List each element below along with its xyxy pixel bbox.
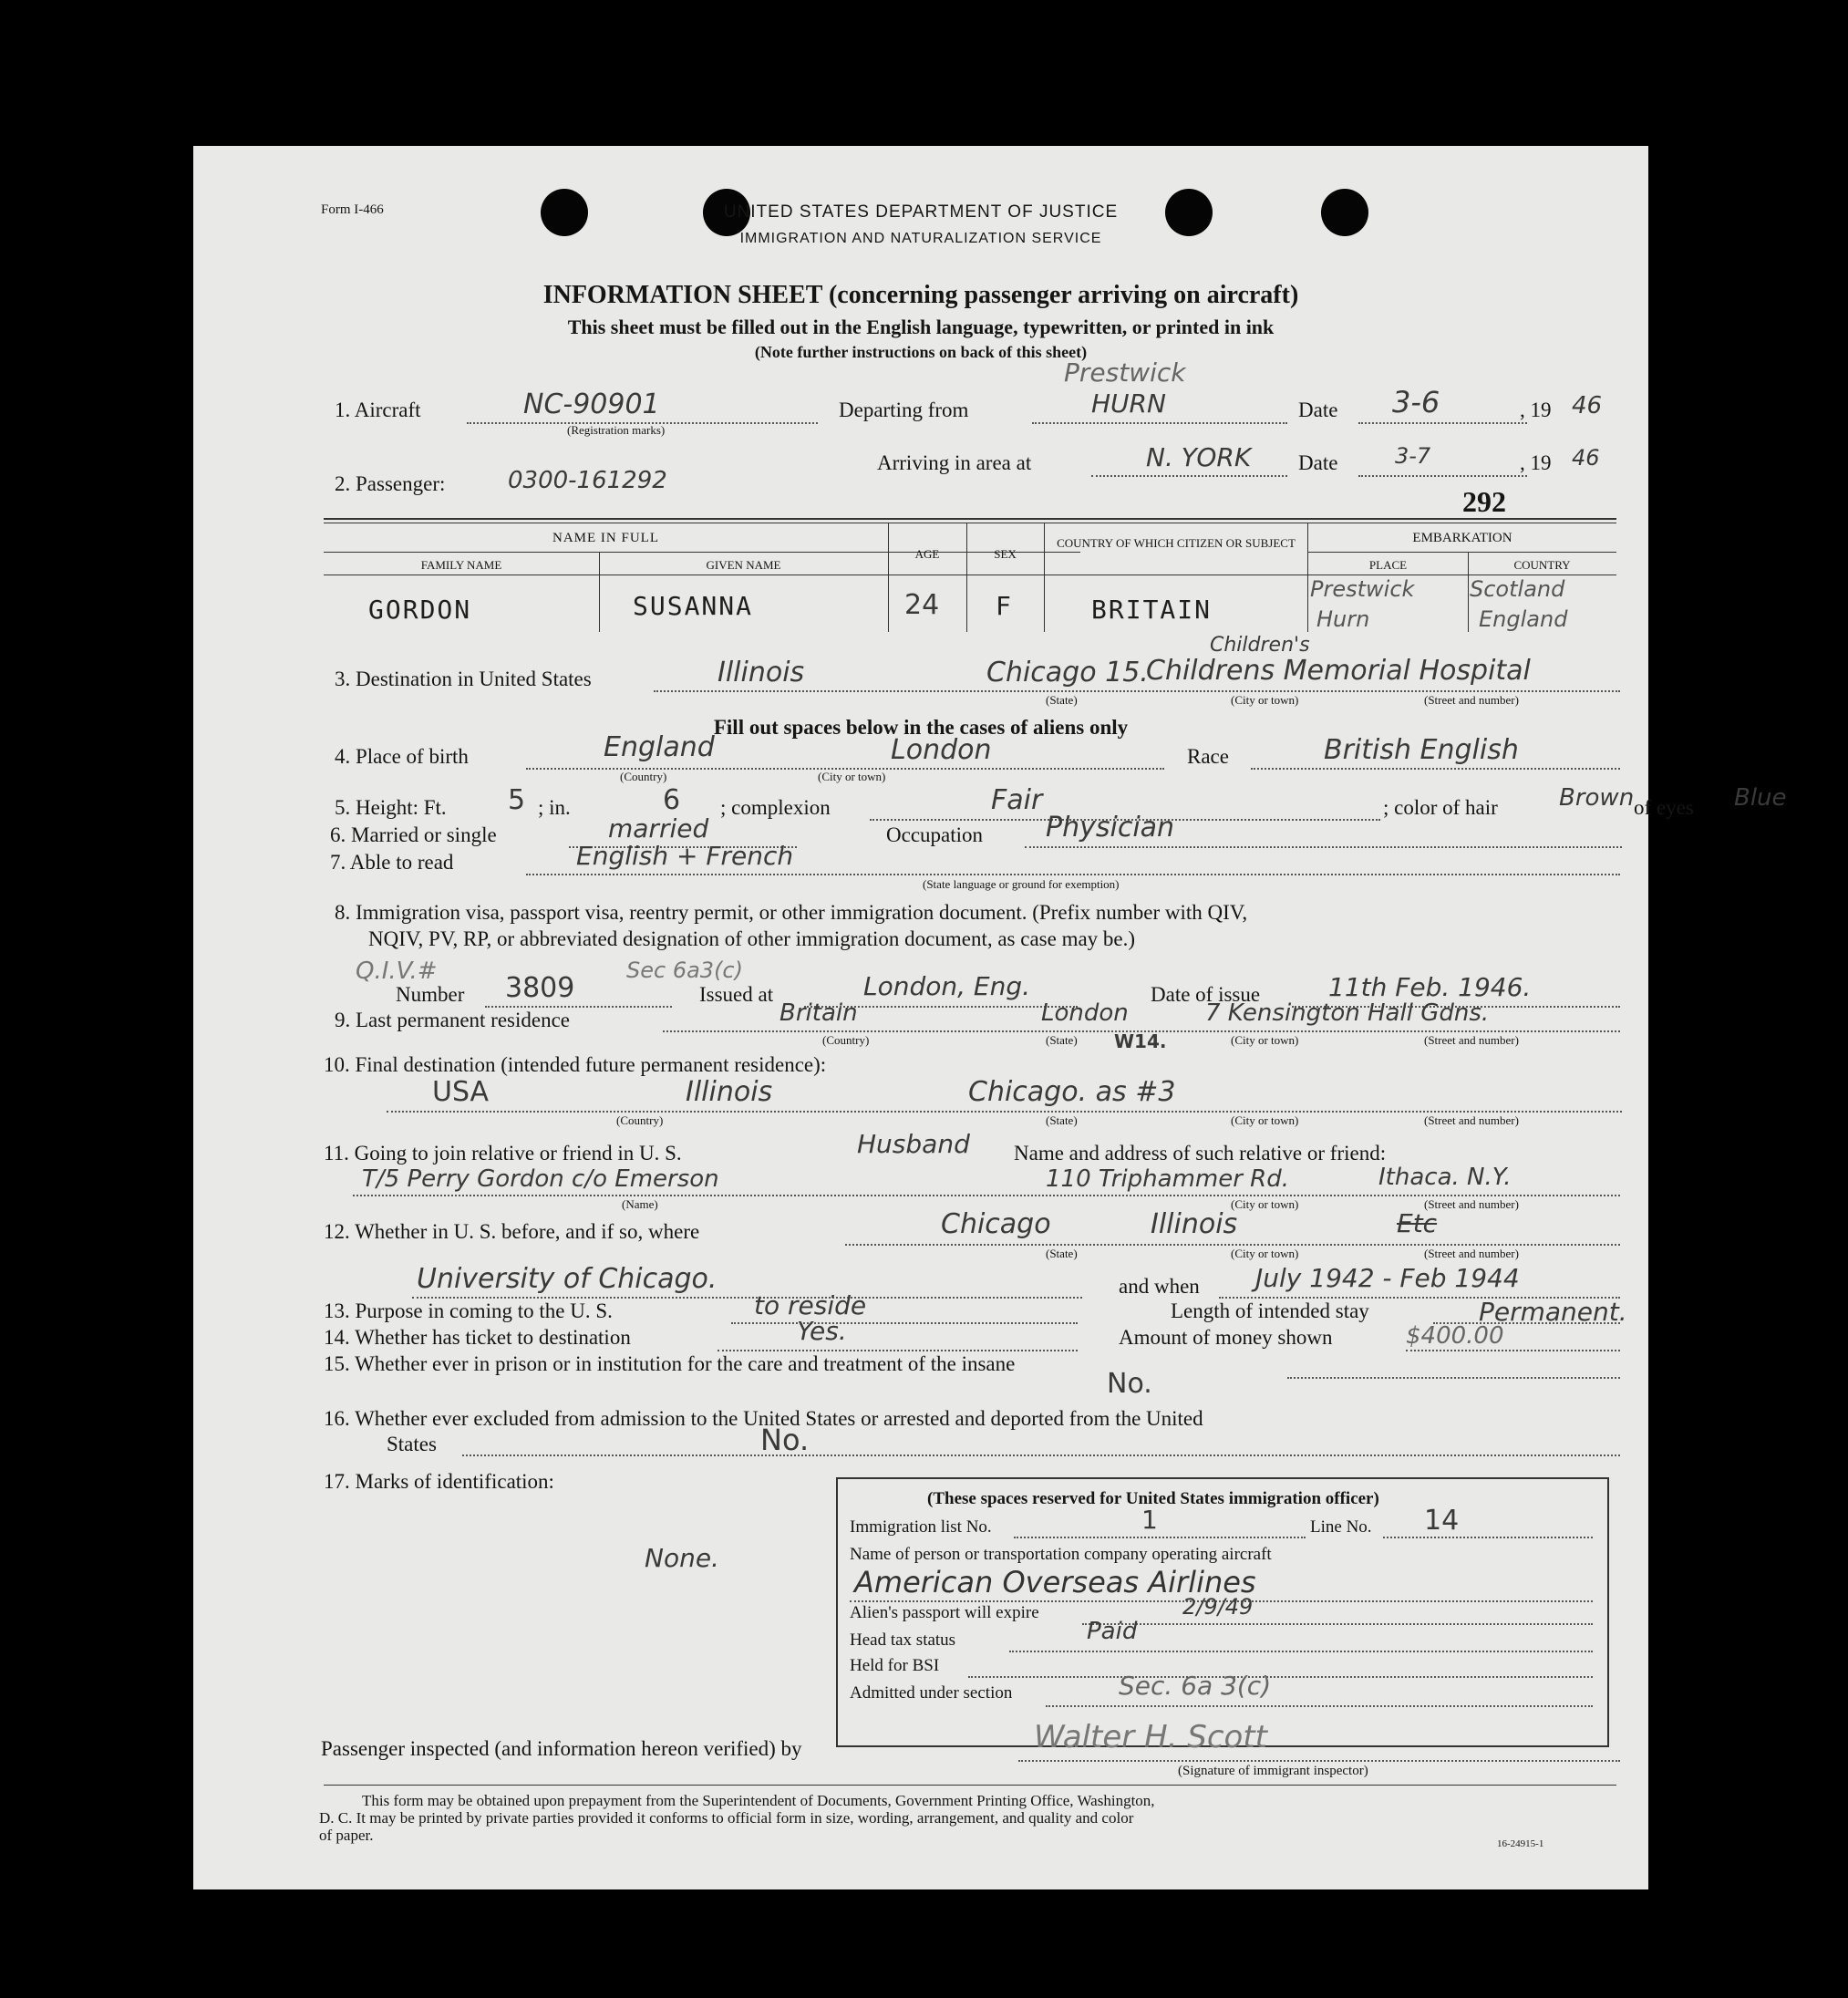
height-ft: 5 [508, 784, 526, 816]
print-code: 16-24915-1 [1497, 1838, 1544, 1849]
excluded-line-1: 16. Whether ever excluded from admission to the United States or arrested and deported from the United [324, 1407, 1203, 1430]
prison-line [1287, 1377, 1620, 1379]
list-line [1014, 1537, 1306, 1538]
previous-visit-label: 12. Whether in U. S. before, and if so, where [324, 1220, 700, 1243]
name-in-full-header: NAME IN FULL [552, 531, 659, 545]
marks-label: 17. Marks of identification: [324, 1470, 554, 1493]
stamp-number: 292 [1462, 485, 1506, 518]
prison-label: 15. Whether ever in prison or in institution for the care and treatment of the insane [324, 1352, 1016, 1375]
married-value: married [608, 813, 709, 844]
join-name-caption: (Name) [622, 1197, 658, 1211]
arrive-year-prefix: , 19 [1520, 451, 1552, 474]
residence-label: 9. Last permanent residence [335, 1009, 570, 1031]
height-in-label: ; in. [538, 796, 571, 819]
purpose-value: to reside [754, 1290, 867, 1320]
line-label: Line No. [1310, 1517, 1372, 1537]
height-label: 5. Height: Ft. [335, 796, 447, 819]
previous-street-caption: (Street and number) [1424, 1247, 1519, 1260]
purpose-line [731, 1322, 1078, 1324]
section-line [1046, 1705, 1593, 1707]
departing-above: Prestwick [1064, 357, 1186, 388]
expire-label: Alien's passport will expire [850, 1603, 1039, 1622]
section-label: Admitted under section [850, 1683, 1013, 1703]
excluded-line-2: States [387, 1433, 437, 1455]
signature-caption: (Signature of immigrant inspector) [1178, 1764, 1368, 1778]
document-sec-note: Sec 6a3(c) [626, 958, 743, 983]
join-name: T/5 Perry Gordon c/o Emerson [362, 1165, 719, 1193]
embark-country-1: Scotland [1470, 576, 1565, 602]
race-label: Race [1187, 745, 1229, 768]
birth-country: England [604, 731, 715, 763]
expire-value: 2/9/49 [1182, 1594, 1254, 1620]
previous-place: University of Chicago. [417, 1263, 718, 1295]
money-line [1406, 1350, 1620, 1351]
instructions-note: (Note further instructions on back of this sheet) [754, 343, 1088, 361]
residence-city-caption: (City or town) [1231, 1033, 1299, 1047]
form-number: Form I-466 [321, 202, 384, 217]
final-line [387, 1111, 1622, 1113]
depart-date: 3-6 [1392, 385, 1440, 419]
number-line [485, 1006, 672, 1008]
destination-city: Chicago 15. [986, 657, 1149, 688]
information-sheet [193, 146, 1787, 1889]
age-value: 24 [904, 589, 940, 621]
final-city-caption: (City or town) [1231, 1113, 1299, 1127]
hair-label: ; color of hair [1383, 796, 1498, 819]
previous-struck: Etc [1397, 1208, 1438, 1238]
race-line [1251, 768, 1620, 770]
tax-value: Paid [1087, 1618, 1138, 1645]
depart-year-prefix: , 19 [1520, 399, 1552, 421]
embarkation-header: EMBARKATION [1412, 531, 1512, 545]
passenger-value: 0300-161292 [508, 467, 667, 494]
previous-state: Illinois [1151, 1208, 1238, 1240]
place-header: PLACE [1368, 558, 1408, 572]
final-state-caption: (State) [1046, 1113, 1078, 1127]
departing-label: Departing from [839, 399, 969, 421]
depart-date-line [1358, 422, 1527, 424]
citizen-value: BRITAIN [1091, 595, 1213, 625]
footer-line-2: D. C. It may be printed by private parties provided it conforms to official form in size, wording, arrangement, and quality and color [319, 1809, 1134, 1827]
sex-header: SEX [994, 547, 1017, 561]
destination-state-caption: (State) [1046, 693, 1078, 707]
when-value: July 1942 - Feb 1944 [1255, 1263, 1520, 1293]
list-value: 1 [1141, 1505, 1158, 1535]
final-street-caption: (Street and number) [1424, 1113, 1519, 1127]
embark-country-2: England [1479, 606, 1568, 632]
footer-line-1: This form may be obtained upon prepayment from the Superintendent of Documents, Government Printing Office, Washington, [362, 1792, 1155, 1809]
arriving-line [1091, 475, 1287, 477]
ticket-line [718, 1350, 1078, 1351]
destination-street-caption: (Street and number) [1424, 693, 1519, 707]
family-name-header: FAMILY NAME [420, 558, 502, 572]
residence-street-caption: (Street and number) [1424, 1033, 1519, 1047]
final-country: USA [432, 1076, 490, 1108]
previous-line [845, 1244, 1620, 1246]
marks-value: None. [645, 1543, 719, 1573]
occupation-line [1025, 846, 1622, 848]
age-header: AGE [914, 547, 940, 561]
departing-line [1032, 422, 1287, 424]
married-label: 6. Married or single [330, 823, 497, 846]
tax-label: Head tax status [850, 1630, 956, 1650]
section-value: Sec. 6a 3(c) [1119, 1671, 1272, 1701]
departing-value: HURN [1091, 388, 1166, 419]
ticket-label: 14. Whether has ticket to destination [324, 1326, 631, 1349]
officer-box-heading: (These spaces reserved for United States immigration officer) [927, 1489, 1379, 1508]
depart-date-label: Date [1298, 399, 1338, 421]
document-line-1: 8. Immigration visa, passport visa, reentry permit, or other immigration document. (Prefix number with QIV, [335, 901, 1248, 924]
bsi-label: Held for BSI [850, 1656, 940, 1675]
stay-label: Length of intended stay [1171, 1299, 1369, 1322]
footer-rule [324, 1785, 1616, 1786]
occupation-value: Physician [1046, 812, 1175, 844]
table-top-rule [324, 518, 1616, 520]
money-label: Amount of money shown [1119, 1326, 1333, 1349]
destination-street: Childrens Memorial Hospital [1146, 655, 1531, 687]
inspector-signature: Walter H. Scott [1034, 1719, 1267, 1755]
race-value: British English [1324, 734, 1519, 766]
excluded-line [462, 1455, 1620, 1456]
final-destination-label: 10. Final destination (intended future permanent residence): [324, 1053, 827, 1076]
family-name: GORDON [368, 595, 472, 625]
company-value: American Overseas Airlines [854, 1565, 1256, 1599]
destination-state: Illinois [718, 657, 805, 688]
issued-value: London, Eng. [863, 971, 1031, 1001]
join-line [353, 1195, 1620, 1196]
aliens-heading: Fill out spaces below in the cases of aliens only [713, 716, 1129, 739]
previous-city: Chicago [941, 1208, 1051, 1240]
join-street: 110 Triphammer Rd. [1046, 1165, 1290, 1193]
join-relation: Husband [857, 1129, 970, 1159]
previous-city-caption: (City or town) [1231, 1247, 1299, 1260]
arrive-year: 46 [1572, 445, 1600, 471]
passenger-label: 2. Passenger: [335, 472, 446, 495]
table-col [888, 523, 889, 632]
table-col [966, 523, 967, 632]
arrive-date-line [1358, 475, 1527, 477]
ticket-value: Yes. [797, 1316, 847, 1346]
bsi-line [968, 1676, 1593, 1678]
residence-state: London [1041, 999, 1129, 1027]
number-label: Number [396, 983, 465, 1006]
eyes-value: Blue [1734, 784, 1787, 812]
occupation-label: Occupation [886, 823, 984, 846]
number-value: 3809 [505, 972, 575, 1004]
final-state: Illinois [686, 1076, 773, 1108]
department-heading: UNITED STATES DEPARTMENT OF JUSTICE [723, 202, 1119, 222]
aircraft-value: NC-90901 [523, 388, 660, 420]
issue-date-value: 11th Feb. 1946. [1328, 972, 1532, 1002]
inspection-label: Passenger inspected (and information hereon verified) by [321, 1737, 802, 1760]
eyes-label: of eyes [1634, 796, 1694, 819]
arriving-value: N. YORK [1146, 442, 1252, 472]
arrive-date: 3-7 [1395, 443, 1431, 469]
issued-label: Issued at [699, 983, 774, 1006]
prison-value: No. [1107, 1368, 1152, 1400]
residence-postcode: W14. [1114, 1030, 1167, 1052]
when-label: and when [1119, 1275, 1200, 1298]
final-country-caption: (Country) [616, 1113, 664, 1127]
aircraft-caption: (Registration marks) [567, 423, 666, 437]
join-city-caption: (City or town) [1231, 1197, 1299, 1211]
read-label: 7. Able to read [330, 851, 454, 874]
join-city: Ithaca. N.Y. [1378, 1164, 1512, 1191]
complexion-label: ; complexion [720, 796, 831, 819]
residence-state-caption: (State) [1046, 1033, 1078, 1047]
read-caption: (State language or ground for exemption) [923, 877, 1120, 891]
join-address-label: Name and address of such relative or friend: [1014, 1142, 1387, 1165]
footer-line-3: of paper. [319, 1827, 374, 1844]
final-city: Chicago. as #3 [968, 1076, 1176, 1108]
birth-label: 4. Place of birth [335, 745, 469, 768]
height-in: 6 [663, 784, 681, 816]
table-header-divider-2 [1308, 552, 1616, 553]
country-header: COUNTRY OF WHICH CITIZEN OR SUBJECT [1057, 536, 1296, 550]
page-title: INFORMATION SHEET (concerning passenger arriving on aircraft) [542, 281, 1299, 309]
read-line [526, 874, 1620, 875]
destination-street-above: Children's [1210, 634, 1310, 657]
previous-state-caption: (State) [1046, 1247, 1078, 1260]
previous-place-line [412, 1297, 1082, 1299]
line-value: 14 [1424, 1505, 1460, 1537]
arrive-date-label: Date [1298, 451, 1338, 474]
destination-city-caption: (City or town) [1231, 693, 1299, 707]
hair-value: Brown [1559, 784, 1635, 812]
join-street-caption: (Street and number) [1424, 1197, 1519, 1211]
company-label: Name of person or transportation company operating aircraft [850, 1545, 1272, 1564]
excluded-value: No. [760, 1423, 810, 1457]
aircraft-label: 1. Aircraft [335, 399, 421, 421]
residence-line [663, 1030, 1620, 1032]
list-label: Immigration list No. [850, 1517, 992, 1537]
table-col [1044, 523, 1045, 632]
embark-place-1: Prestwick [1310, 576, 1415, 602]
destination-label: 3. Destination in United States [335, 668, 592, 690]
issue-date-label: Date of issue [1151, 983, 1261, 1006]
embark-place-2: Hurn [1316, 606, 1370, 632]
read-value: English + French [576, 841, 794, 871]
destination-line [654, 690, 1620, 692]
given-name: SUSANNA [633, 591, 754, 621]
embark-country-header: COUNTRY [1513, 558, 1571, 572]
residence-country-caption: (Country) [822, 1033, 870, 1047]
line-no-line [1383, 1537, 1593, 1538]
birth-city: London [891, 734, 992, 766]
birth-city-caption: (City or town) [818, 770, 886, 783]
arriving-label: Arriving in area at [877, 451, 1032, 474]
stay-value: Permanent. [1479, 1297, 1627, 1327]
expire-line [1082, 1623, 1593, 1625]
birth-country-caption: (Country) [620, 770, 667, 783]
tax-line [1009, 1651, 1593, 1652]
depart-year: 46 [1572, 392, 1603, 419]
join-label: 11. Going to join relative or friend in U. S. [324, 1142, 682, 1165]
residence-street: 7 Kensington Hall Gdns. [1205, 999, 1490, 1027]
service-heading: IMMIGRATION AND NATURALIZATION SERVICE [739, 231, 1102, 246]
complexion-value: Fair [991, 784, 1043, 816]
document-line-2: NQIV, PV, RP, or abbreviated designation of other immigration document, as case may be.) [368, 927, 1136, 950]
residence-country: Britain [779, 999, 858, 1027]
signature-line [1018, 1760, 1620, 1762]
document-prefix: Q.I.V.# [356, 958, 438, 985]
purpose-label: 13. Purpose in coming to the U. S. [324, 1299, 613, 1322]
instructions: This sheet must be filled out in the English language, typewritten, or printed in ink [567, 316, 1275, 338]
sex-value: F [996, 591, 1011, 621]
given-name-header: GIVEN NAME [706, 558, 781, 572]
money-value: $400.00 [1406, 1322, 1504, 1350]
